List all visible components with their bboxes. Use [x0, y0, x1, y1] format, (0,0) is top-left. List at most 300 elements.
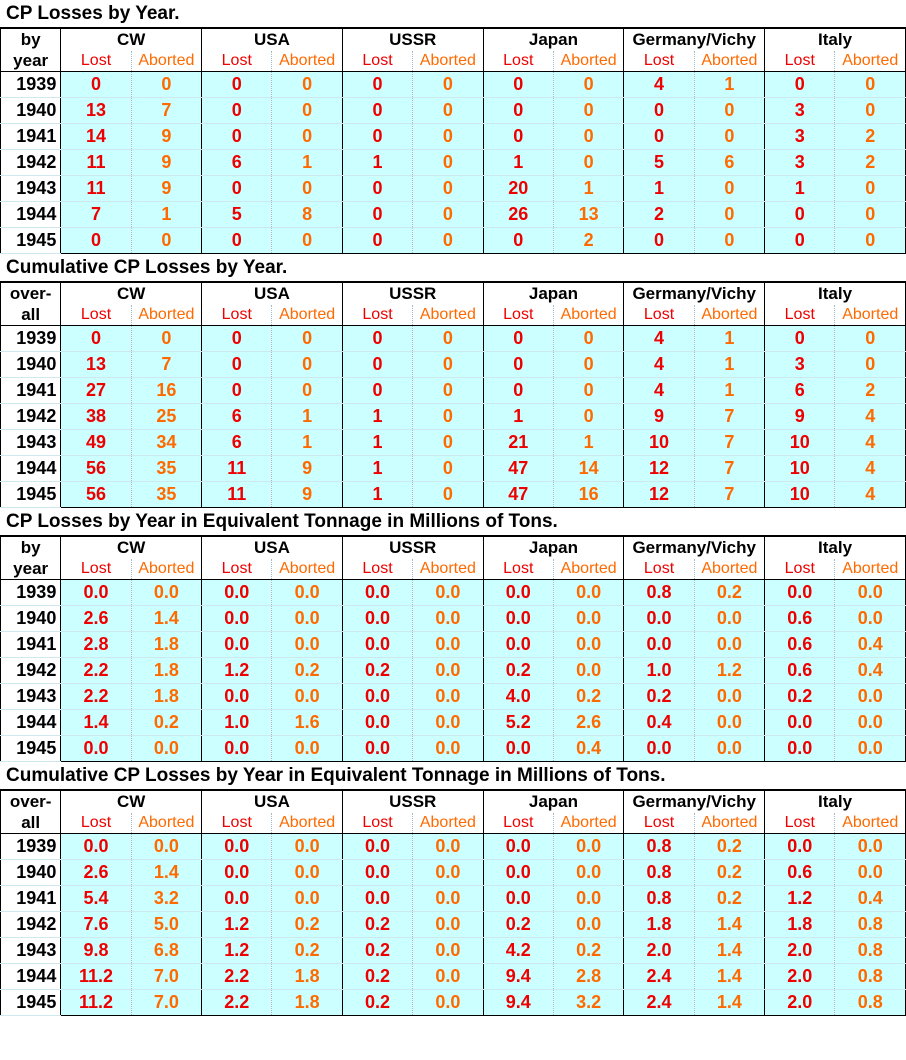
lost-value-cell: 0.0 — [483, 632, 553, 658]
lost-value-cell: 1.2 — [765, 886, 835, 912]
lost-value-cell: 0.0 — [342, 886, 412, 912]
aborted-value-cell: 16 — [553, 482, 623, 508]
lost-value-cell: 0.0 — [202, 736, 272, 762]
lost-value-cell: 1.8 — [624, 912, 694, 938]
corner-label-bottom: all — [1, 813, 61, 834]
lost-column-header: Lost — [342, 813, 412, 834]
aborted-column-header: Aborted — [413, 813, 483, 834]
lost-column-header: Lost — [765, 559, 835, 580]
lost-value-cell: 0 — [202, 326, 272, 352]
lost-value-cell: 1.0 — [624, 658, 694, 684]
aborted-value-cell: 1 — [553, 430, 623, 456]
country-header-ussr: USSR — [342, 283, 483, 305]
aborted-column-header: Aborted — [835, 559, 906, 580]
lost-value-cell: 0.0 — [342, 580, 412, 606]
lost-column-header: Lost — [342, 559, 412, 580]
aborted-value-cell: 0 — [694, 98, 764, 124]
section-title: CP Losses by Year in Equivalent Tonnage in Millions of Tons. — [0, 508, 906, 536]
table-section — [0, 508, 906, 762]
aborted-value-cell: 0 — [835, 72, 906, 98]
table-row — [1, 964, 906, 990]
aborted-value-cell: 0 — [553, 352, 623, 378]
aborted-value-cell: 0.0 — [272, 736, 342, 762]
lost-value-cell: 0.0 — [483, 834, 553, 860]
aborted-value-cell: 1.6 — [272, 710, 342, 736]
lost-value-cell: 2.2 — [202, 990, 272, 1016]
lost-value-cell: 0.0 — [202, 684, 272, 710]
lost-value-cell: 1.8 — [765, 912, 835, 938]
table-row — [1, 150, 906, 176]
aborted-value-cell: 6.8 — [131, 938, 201, 964]
aborted-value-cell: 0.0 — [553, 632, 623, 658]
lost-value-cell: 12 — [624, 456, 694, 482]
lost-value-cell: 11 — [61, 150, 131, 176]
lost-value-cell: 1.2 — [202, 658, 272, 684]
aborted-value-cell: 0.0 — [835, 736, 906, 762]
aborted-value-cell: 0.0 — [553, 834, 623, 860]
country-header-row — [1, 283, 906, 305]
aborted-column-header: Aborted — [835, 305, 906, 326]
country-header-italy: Italy — [765, 283, 906, 305]
aborted-value-cell: 0.0 — [553, 658, 623, 684]
lost-value-cell: 4 — [624, 378, 694, 404]
aborted-value-cell: 1 — [694, 352, 764, 378]
aborted-value-cell: 0.0 — [413, 580, 483, 606]
aborted-column-header: Aborted — [553, 305, 623, 326]
aborted-value-cell: 0.8 — [835, 912, 906, 938]
aborted-value-cell: 0 — [413, 124, 483, 150]
lost-value-cell: 9.8 — [61, 938, 131, 964]
lost-value-cell: 0 — [483, 326, 553, 352]
lost-value-cell: 0.0 — [483, 580, 553, 606]
aborted-value-cell: 0.2 — [553, 684, 623, 710]
table-row — [1, 938, 906, 964]
year-cell: 1941 — [1, 124, 61, 150]
lost-value-cell: 4 — [624, 72, 694, 98]
aborted-value-cell: 0.0 — [694, 632, 764, 658]
aborted-value-cell: 2.6 — [553, 710, 623, 736]
year-cell: 1942 — [1, 658, 61, 684]
lost-value-cell: 0.2 — [342, 964, 412, 990]
aborted-value-cell: 0 — [413, 456, 483, 482]
aborted-value-cell: 0.8 — [835, 990, 906, 1016]
aborted-value-cell: 0.0 — [272, 684, 342, 710]
year-cell: 1944 — [1, 710, 61, 736]
aborted-column-header: Aborted — [131, 559, 201, 580]
lost-value-cell: 47 — [483, 482, 553, 508]
lost-column-header: Lost — [61, 559, 131, 580]
lost-value-cell: 0 — [765, 326, 835, 352]
aborted-column-header: Aborted — [131, 305, 201, 326]
aborted-value-cell: 9 — [131, 176, 201, 202]
lost-value-cell: 10 — [765, 456, 835, 482]
lost-value-cell: 0 — [483, 98, 553, 124]
lost-value-cell: 0 — [61, 326, 131, 352]
table-row — [1, 378, 906, 404]
aborted-value-cell: 0 — [694, 176, 764, 202]
lost-value-cell: 7.6 — [61, 912, 131, 938]
lost-value-cell: 0 — [765, 72, 835, 98]
lost-value-cell: 14 — [61, 124, 131, 150]
aborted-value-cell: 0 — [413, 202, 483, 228]
lost-column-header: Lost — [61, 51, 131, 72]
aborted-value-cell: 0.4 — [835, 632, 906, 658]
aborted-value-cell: 0 — [131, 72, 201, 98]
aborted-value-cell: 1.4 — [694, 938, 764, 964]
lost-value-cell: 0.2 — [483, 912, 553, 938]
aborted-column-header: Aborted — [835, 51, 906, 72]
aborted-column-header: Aborted — [694, 559, 764, 580]
lost-value-cell: 1.0 — [202, 710, 272, 736]
subheader-row — [1, 813, 906, 834]
aborted-value-cell: 7.0 — [131, 964, 201, 990]
corner-label-bottom: year — [1, 559, 61, 580]
aborted-value-cell: 1.8 — [131, 632, 201, 658]
year-cell: 1945 — [1, 482, 61, 508]
aborted-value-cell: 0 — [694, 228, 764, 254]
lost-value-cell: 2.0 — [765, 964, 835, 990]
lost-value-cell: 1 — [765, 176, 835, 202]
aborted-value-cell: 2 — [553, 228, 623, 254]
aborted-value-cell: 0 — [413, 482, 483, 508]
aborted-value-cell: 2 — [835, 124, 906, 150]
lost-value-cell: 0 — [624, 98, 694, 124]
aborted-value-cell: 14 — [553, 456, 623, 482]
lost-value-cell: 0.2 — [342, 912, 412, 938]
lost-value-cell: 0.0 — [765, 834, 835, 860]
year-cell: 1939 — [1, 326, 61, 352]
country-header-cw: CW — [61, 537, 202, 559]
lost-value-cell: 0.0 — [342, 606, 412, 632]
corner-label-top: over- — [1, 791, 61, 813]
lost-value-cell: 9 — [765, 404, 835, 430]
aborted-value-cell: 1 — [272, 404, 342, 430]
lost-value-cell: 0.8 — [624, 834, 694, 860]
aborted-value-cell: 7 — [131, 352, 201, 378]
aborted-column-header: Aborted — [131, 51, 201, 72]
aborted-value-cell: 0 — [131, 326, 201, 352]
aborted-value-cell: 0 — [694, 202, 764, 228]
aborted-value-cell: 0.2 — [272, 658, 342, 684]
lost-value-cell: 2.4 — [624, 964, 694, 990]
aborted-value-cell: 1.2 — [694, 658, 764, 684]
aborted-value-cell: 1 — [694, 72, 764, 98]
lost-value-cell: 0 — [202, 228, 272, 254]
country-header-germany-vichy: Germany/Vichy — [624, 283, 765, 305]
table-row — [1, 710, 906, 736]
lost-column-header: Lost — [202, 813, 272, 834]
lost-column-header: Lost — [483, 813, 553, 834]
year-cell: 1939 — [1, 834, 61, 860]
lost-value-cell: 47 — [483, 456, 553, 482]
aborted-value-cell: 0.0 — [553, 886, 623, 912]
section-title: Cumulative CP Losses by Year. — [0, 254, 906, 282]
lost-column-header: Lost — [765, 51, 835, 72]
lost-value-cell: 0.0 — [624, 632, 694, 658]
table-row — [1, 606, 906, 632]
lost-value-cell: 1 — [624, 176, 694, 202]
aborted-value-cell: 0.2 — [272, 938, 342, 964]
aborted-value-cell: 2 — [835, 150, 906, 176]
lost-value-cell: 0.2 — [624, 684, 694, 710]
year-cell: 1943 — [1, 938, 61, 964]
lost-value-cell: 9.4 — [483, 990, 553, 1016]
lost-value-cell: 0.0 — [202, 860, 272, 886]
aborted-value-cell: 0.0 — [553, 860, 623, 886]
aborted-value-cell: 0.0 — [835, 684, 906, 710]
corner-label-top: by — [1, 29, 61, 51]
table-row — [1, 430, 906, 456]
losses-table — [0, 282, 906, 508]
table-row — [1, 684, 906, 710]
lost-column-header: Lost — [342, 51, 412, 72]
year-cell: 1943 — [1, 176, 61, 202]
aborted-value-cell: 0.0 — [835, 580, 906, 606]
aborted-value-cell: 0.0 — [413, 834, 483, 860]
aborted-value-cell: 0.0 — [272, 860, 342, 886]
aborted-value-cell: 7 — [694, 404, 764, 430]
year-cell: 1944 — [1, 964, 61, 990]
country-header-row — [1, 29, 906, 51]
year-cell: 1945 — [1, 228, 61, 254]
lost-value-cell: 56 — [61, 456, 131, 482]
lost-value-cell: 13 — [61, 98, 131, 124]
table-row — [1, 228, 906, 254]
aborted-column-header: Aborted — [694, 813, 764, 834]
aborted-value-cell: 1.4 — [694, 990, 764, 1016]
lost-value-cell: 1 — [342, 456, 412, 482]
country-header-usa: USA — [202, 791, 343, 813]
country-header-germany-vichy: Germany/Vichy — [624, 537, 765, 559]
lost-value-cell: 0.0 — [624, 606, 694, 632]
lost-value-cell: 0 — [61, 228, 131, 254]
corner-label-top: over- — [1, 283, 61, 305]
lost-value-cell: 0.8 — [624, 580, 694, 606]
lost-value-cell: 1.4 — [61, 710, 131, 736]
aborted-value-cell: 13 — [553, 202, 623, 228]
year-cell: 1944 — [1, 456, 61, 482]
country-header-japan: Japan — [483, 791, 624, 813]
aborted-value-cell: 0.2 — [553, 938, 623, 964]
aborted-value-cell: 7 — [131, 98, 201, 124]
subheader-row — [1, 559, 906, 580]
aborted-value-cell: 0.0 — [413, 606, 483, 632]
lost-value-cell: 1 — [342, 430, 412, 456]
lost-value-cell: 5 — [202, 202, 272, 228]
lost-column-header: Lost — [202, 305, 272, 326]
table-row — [1, 352, 906, 378]
subheader-row — [1, 305, 906, 326]
year-cell: 1943 — [1, 430, 61, 456]
lost-value-cell: 0 — [342, 378, 412, 404]
aborted-value-cell: 0.0 — [272, 834, 342, 860]
aborted-value-cell: 0.0 — [694, 606, 764, 632]
lost-value-cell: 6 — [765, 378, 835, 404]
lost-value-cell: 0 — [202, 176, 272, 202]
lost-value-cell: 21 — [483, 430, 553, 456]
aborted-value-cell: 1.8 — [272, 964, 342, 990]
lost-value-cell: 0.2 — [342, 658, 412, 684]
aborted-value-cell: 0.0 — [413, 886, 483, 912]
lost-value-cell: 5.2 — [483, 710, 553, 736]
aborted-value-cell: 9 — [131, 150, 201, 176]
lost-value-cell: 3 — [765, 352, 835, 378]
aborted-value-cell: 0.0 — [413, 964, 483, 990]
aborted-value-cell: 1 — [131, 202, 201, 228]
lost-value-cell: 0 — [483, 228, 553, 254]
country-header-japan: Japan — [483, 283, 624, 305]
lost-value-cell: 0.6 — [765, 632, 835, 658]
aborted-value-cell: 0.0 — [413, 736, 483, 762]
aborted-value-cell: 5.0 — [131, 912, 201, 938]
lost-value-cell: 2.4 — [624, 990, 694, 1016]
table-row — [1, 482, 906, 508]
aborted-value-cell: 0.0 — [413, 710, 483, 736]
losses-table — [0, 536, 906, 762]
aborted-column-header: Aborted — [413, 51, 483, 72]
aborted-value-cell: 1.8 — [272, 990, 342, 1016]
table-row — [1, 834, 906, 860]
year-cell: 1939 — [1, 580, 61, 606]
aborted-value-cell: 0 — [835, 352, 906, 378]
aborted-value-cell: 0 — [413, 430, 483, 456]
table-row — [1, 912, 906, 938]
lost-value-cell: 11 — [202, 482, 272, 508]
aborted-value-cell: 1.4 — [131, 606, 201, 632]
aborted-column-header: Aborted — [694, 305, 764, 326]
aborted-value-cell: 0.0 — [413, 632, 483, 658]
lost-value-cell: 1 — [483, 404, 553, 430]
lost-value-cell: 1 — [342, 150, 412, 176]
lost-value-cell: 0 — [765, 228, 835, 254]
aborted-value-cell: 34 — [131, 430, 201, 456]
lost-value-cell: 0.0 — [483, 606, 553, 632]
aborted-value-cell: 0 — [413, 72, 483, 98]
section-title: CP Losses by Year. — [0, 0, 906, 28]
aborted-column-header: Aborted — [553, 51, 623, 72]
country-header-usa: USA — [202, 283, 343, 305]
table-row — [1, 632, 906, 658]
aborted-value-cell: 7 — [694, 430, 764, 456]
aborted-value-cell: 1 — [272, 430, 342, 456]
lost-value-cell: 11 — [202, 456, 272, 482]
lost-value-cell: 1.2 — [202, 938, 272, 964]
lost-value-cell: 0.2 — [342, 990, 412, 1016]
table-row — [1, 860, 906, 886]
lost-value-cell: 0.0 — [483, 886, 553, 912]
lost-value-cell: 6 — [202, 430, 272, 456]
country-header-italy: Italy — [765, 791, 906, 813]
aborted-value-cell: 0.0 — [272, 580, 342, 606]
table-row — [1, 658, 906, 684]
aborted-value-cell: 0.0 — [272, 632, 342, 658]
aborted-value-cell: 0.4 — [835, 658, 906, 684]
lost-value-cell: 1.2 — [202, 912, 272, 938]
lost-value-cell: 0.0 — [61, 736, 131, 762]
aborted-value-cell: 35 — [131, 456, 201, 482]
aborted-value-cell: 0.2 — [694, 860, 764, 886]
lost-value-cell: 0 — [624, 124, 694, 150]
lost-value-cell: 6 — [202, 404, 272, 430]
lost-value-cell: 49 — [61, 430, 131, 456]
country-header-ussr: USSR — [342, 791, 483, 813]
country-header-italy: Italy — [765, 537, 906, 559]
lost-value-cell: 1 — [483, 150, 553, 176]
aborted-column-header: Aborted — [694, 51, 764, 72]
lost-value-cell: 0.0 — [765, 580, 835, 606]
lost-column-header: Lost — [483, 559, 553, 580]
lost-value-cell: 4.0 — [483, 684, 553, 710]
lost-value-cell: 0 — [342, 72, 412, 98]
aborted-value-cell: 0 — [272, 124, 342, 150]
lost-value-cell: 26 — [483, 202, 553, 228]
aborted-value-cell: 0.0 — [553, 606, 623, 632]
aborted-value-cell: 0.4 — [553, 736, 623, 762]
lost-value-cell: 0.0 — [202, 606, 272, 632]
aborted-value-cell: 0.2 — [694, 834, 764, 860]
lost-value-cell: 0.0 — [202, 632, 272, 658]
aborted-value-cell: 0 — [413, 98, 483, 124]
lost-column-header: Lost — [765, 305, 835, 326]
year-cell: 1942 — [1, 150, 61, 176]
aborted-value-cell: 0.4 — [835, 886, 906, 912]
lost-value-cell: 0 — [342, 352, 412, 378]
year-cell: 1945 — [1, 736, 61, 762]
aborted-value-cell: 0.2 — [694, 886, 764, 912]
lost-value-cell: 0.0 — [342, 710, 412, 736]
country-header-cw: CW — [61, 791, 202, 813]
aborted-column-header: Aborted — [131, 813, 201, 834]
aborted-value-cell: 0.0 — [835, 710, 906, 736]
aborted-value-cell: 0 — [835, 176, 906, 202]
aborted-value-cell: 0 — [272, 176, 342, 202]
lost-value-cell: 0.6 — [765, 606, 835, 632]
aborted-value-cell: 3.2 — [131, 886, 201, 912]
aborted-value-cell: 0.0 — [553, 912, 623, 938]
lost-value-cell: 9.4 — [483, 964, 553, 990]
aborted-value-cell: 0.0 — [272, 606, 342, 632]
aborted-value-cell: 0 — [835, 202, 906, 228]
aborted-value-cell: 0 — [553, 124, 623, 150]
aborted-value-cell: 35 — [131, 482, 201, 508]
country-header-ussr: USSR — [342, 537, 483, 559]
aborted-value-cell: 4 — [835, 456, 906, 482]
lost-column-header: Lost — [61, 813, 131, 834]
lost-value-cell: 0.0 — [765, 736, 835, 762]
lost-value-cell: 0.0 — [483, 860, 553, 886]
aborted-value-cell: 0.0 — [694, 736, 764, 762]
year-cell: 1942 — [1, 912, 61, 938]
lost-value-cell: 0.2 — [765, 684, 835, 710]
country-header-usa: USA — [202, 29, 343, 51]
aborted-value-cell: 0.2 — [131, 710, 201, 736]
lost-value-cell: 2.2 — [61, 658, 131, 684]
aborted-column-header: Aborted — [835, 813, 906, 834]
lost-value-cell: 0.0 — [342, 736, 412, 762]
lost-value-cell: 1 — [342, 404, 412, 430]
aborted-value-cell: 0.0 — [694, 684, 764, 710]
year-cell: 1941 — [1, 886, 61, 912]
year-cell: 1940 — [1, 860, 61, 886]
lost-value-cell: 0 — [202, 378, 272, 404]
aborted-column-header: Aborted — [553, 813, 623, 834]
aborted-value-cell: 0 — [131, 228, 201, 254]
section-title: Cumulative CP Losses by Year in Equivalent Tonnage in Millions of Tons. — [0, 762, 906, 790]
aborted-value-cell: 0.2 — [694, 580, 764, 606]
table-row — [1, 98, 906, 124]
year-cell: 1941 — [1, 632, 61, 658]
country-header-cw: CW — [61, 283, 202, 305]
